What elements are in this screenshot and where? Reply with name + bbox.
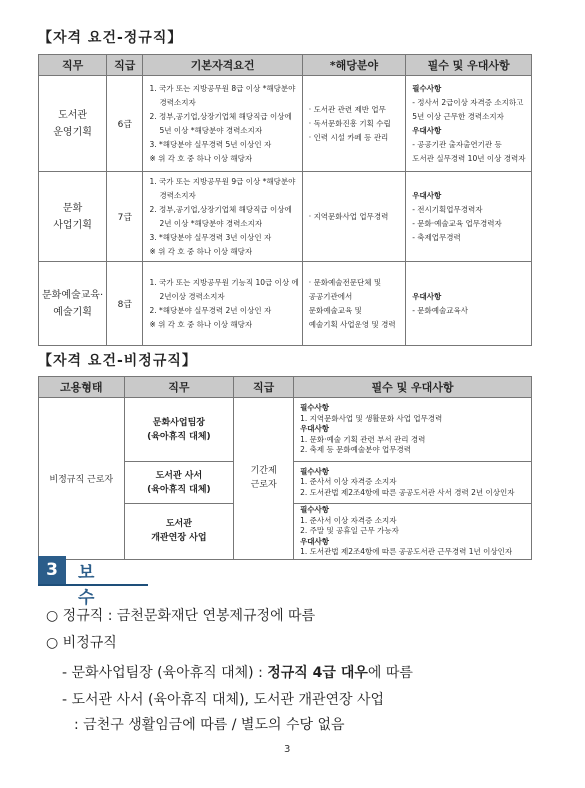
header-employment: 고용형태 [39,377,125,398]
header-requirements: 필수 및 우대사항 [294,377,532,398]
basic-requirement: 5년 이상 *해당분야 경력소지자 [159,125,263,135]
job-text: 사업기획 [53,219,92,231]
job-cell [124,462,234,504]
requirements-cell [294,462,532,504]
grade-text: 기간제 [250,466,277,477]
header-job: 직무 [39,55,107,76]
requirement-item: 필수사항 [300,466,330,476]
basic-requirement: ※ 위 각 호 중 하나 이상 해당자 [149,246,253,256]
table-row [39,398,532,462]
header-basic: 기본자격요건 [143,55,302,76]
requirement-item: - 정사서 2급이상 자격증 소지하고 [412,97,524,107]
field-item: · 독서문화진흥 기획 수립 [308,118,391,128]
field-item: · 문화예술전문단체 및 [308,277,382,287]
section-pay-header [38,556,148,608]
header-grade: 직급 [107,55,143,76]
requirement-item: 2. 주말 및 공휴일 근무 가능자 [300,526,399,535]
pay-nonregular: ○ 비정규직 [46,635,117,651]
basic-requirement: 경력소지자 [159,190,196,200]
basic-requirement: 1. 국가 또는 지방공무원 9급 이상 *해당분야 [149,176,296,186]
requirement-item: - 축제업무경력 [412,232,461,242]
requirement-item: 1. 도서관법 제2조4항에 따른 공공도서관 근무경력 1년 이상인자 [300,547,513,556]
requirement-item: 필수사항 [300,505,330,514]
pay-team-leader-suffix: 에 따름 [367,665,413,681]
pay-living-wage: : 금천구 생활임금에 따름 / 별도의 수당 없음 [74,717,345,733]
job-cell [39,76,107,172]
requirement-item: 도서관 실무경력 10년 이상 경력자 [412,153,526,163]
requirement-item: 필수사항 [412,83,442,93]
requirement-item: 2. 축제 등 문화예술분야 업무경력 [300,445,411,455]
requirement-item: 2. 도서관법 제2조4항에 따른 공공도서관 사서 경력 2년 이상인자 [300,487,515,497]
header-job: 직무 [124,377,234,398]
grade-cell: 8급 [107,262,143,346]
basic-requirement: 2년 이상 *해당분야 경력소지자 [159,218,263,228]
requirements-cell [294,504,532,560]
basic-requirement: 2년이상 경력소지자 [159,291,225,301]
job-cell [39,172,107,262]
field-item: · 인력 시설 카페 등 관리 [308,132,389,142]
grade-cell [234,398,294,560]
field-cell [302,76,405,172]
basic-requirement: ※ 위 각 호 중 하나 이상 해당자 [149,153,253,163]
basic-requirements-cell [143,172,302,262]
field-item: 문화예술교육 및 [308,305,362,315]
requirement-item: 1. 준사서 이상 자격증 소지자 [300,477,397,487]
requirements-cell [406,172,532,262]
requirements-cell [406,76,532,172]
requirement-item: 필수사항 [300,403,330,413]
field-item: 공공기관에서 [308,291,353,301]
field-cell [302,262,405,346]
table-row [39,76,532,172]
requirement-item: 5년 이상 근무한 경력소지자 [412,111,504,121]
heading-regular: 【자격 요건-정규직】 [38,30,183,46]
job-text: (육아휴직 대체) [147,431,211,442]
basic-requirement: 1. 국가 또는 지방공무원 기능직 10급 이상 에 [149,277,299,287]
field-cell [302,172,405,262]
job-text: (육아휴직 대체) [147,484,211,495]
basic-requirement: 3. *해당분야 실무경력 5년 이상인 자 [149,139,272,149]
requirement-item: 1. 문화·예술 기획 관련 부서 관리 경력 [300,434,426,444]
requirement-item: - 문화·예술교육 업무경력자 [412,218,502,228]
pay-team-leader-grade: 정규직 4급 대우 [267,665,368,681]
requirement-item: 우대사항 [412,190,442,200]
job-cell [124,398,234,462]
requirement-item: - 문화예술교육사 [412,305,469,315]
basic-requirement: 경력소지자 [159,97,196,107]
basic-requirement: ※ 위 각 호 중 하나 이상 해당자 [149,319,253,329]
basic-requirement: 2. *해당분야 실무경력 2년 이상인 자 [149,305,272,315]
job-cell [124,504,234,560]
grade-cell: 7급 [107,172,143,262]
requirement-item: 우대사항 [412,125,442,135]
header-requirements: 필수 및 우대사항 [406,55,532,76]
regular-qualification-table [38,54,532,346]
grade-cell: 6급 [107,76,143,172]
table-row [39,172,532,262]
requirement-item: 우대사항 [300,536,330,546]
job-text: 개관연장 사업 [151,533,207,544]
field-item: 예술기획 사업운영 및 경력 [308,319,396,329]
job-text: 도서관 [165,519,192,530]
requirement-item: 우대사항 [412,291,442,301]
job-cell [39,262,107,346]
basic-requirements-cell [143,262,302,346]
basic-requirements-cell [143,76,302,172]
pay-team-leader [62,662,413,682]
section-number: 3 [38,556,66,584]
header-grade: 직급 [234,377,294,398]
pay-library-jobs: - 도서관 사서 (육아휴직 대체), 도서관 개관연장 사업 [62,692,385,708]
job-text: 문화예술교육· [42,289,104,301]
nonregular-qualification-table [38,376,532,560]
header-field: *해당분야 [302,55,405,76]
grade-text: 근로자 [250,480,277,491]
pay-team-leader-text: - 문화사업팀장 (육아휴직 대체) : [62,665,268,681]
requirement-item: - 전시기획업무경력자 [412,204,483,214]
table-header-row [39,377,532,398]
page-number: 3 [284,744,291,755]
field-item: · 도서관 관련 제반 업무 [308,104,386,114]
job-text: 도서관 사서 [155,470,203,481]
basic-requirement: 2. 정부,공기업,상장기업체 해당직급 이상에 [149,111,292,121]
job-text: 예술기획 [53,306,92,318]
basic-requirement: 3. *해당분야 실무경력 3년 이상인 자 [149,232,272,242]
employment-type-cell: 비정규직 근로자 [39,398,125,560]
requirements-cell [406,262,532,346]
job-text: 도서관 [58,109,88,121]
field-item: · 지역문화사업 업무경력 [308,211,389,221]
table-header-row [39,55,532,76]
job-text: 운영기획 [53,126,92,138]
requirement-item: 1. 준사서 이상 자격증 소지자 [300,515,397,525]
basic-requirement: 2. 정부,공기업,상장기업체 해당직급 이상에 [149,204,292,214]
requirement-item: 1. 지역문화사업 및 생활문화 사업 업무경력 [300,413,443,423]
section-title: 보수 [78,563,117,608]
requirements-cell [294,398,532,462]
job-text: 문화사업팀장 [152,417,205,428]
table-row [39,262,532,346]
job-text: 문화 [62,202,83,214]
heading-nonregular: 【자격 요건-비정규직】 [38,353,197,369]
pay-regular: ○ 정규직 : 금천문화재단 연봉제규정에 따름 [46,608,316,624]
requirement-item: 우대사항 [300,424,330,434]
requirement-item: - 공공기관 출자출연기관 등 [412,139,502,149]
basic-requirement: 1. 국가 또는 지방공무원 8급 이상 *해당분야 [149,83,296,93]
